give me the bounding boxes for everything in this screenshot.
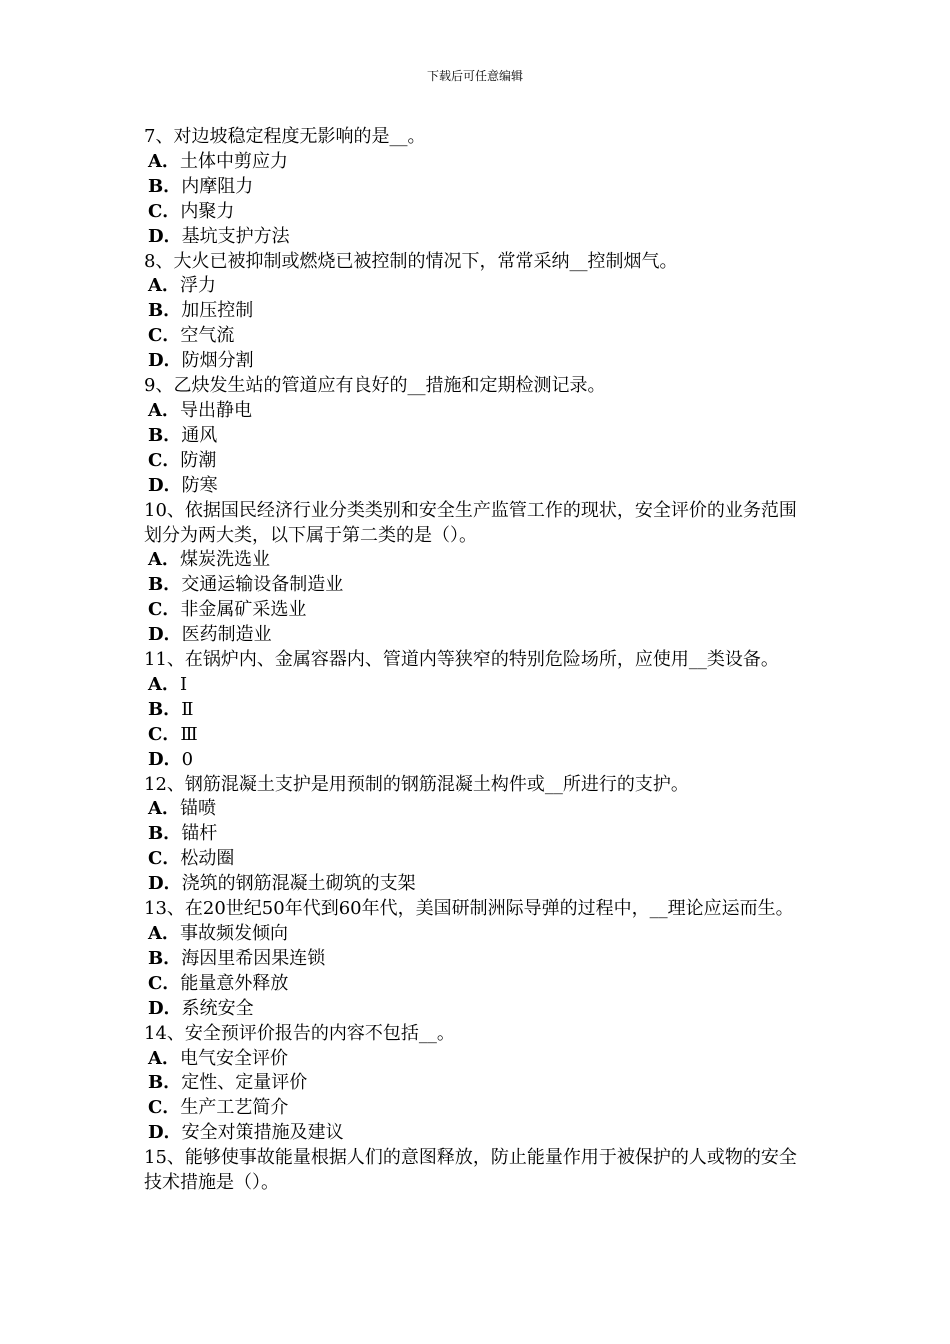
answer-option [144, 274, 812, 299]
question-stem [144, 648, 812, 673]
option-letter: D． [148, 474, 182, 496]
option-text: 空气流 [180, 325, 235, 347]
option-text: 0 [181, 748, 194, 770]
answer-option [144, 673, 812, 698]
question-text: 能够使事故能量根据人们的意图释放，防止能量作用于被保护的人或物的安全技术措施是（）。 [144, 1147, 797, 1194]
answer-option [144, 797, 812, 822]
option-text: 安全对策措施及建议 [181, 1122, 344, 1144]
option-letter: B． [148, 175, 182, 197]
answer-option [144, 324, 812, 349]
answer-option [144, 449, 812, 474]
answer-option [144, 1096, 812, 1121]
answer-option [144, 698, 812, 723]
option-letter: C． [148, 723, 181, 745]
option-text: 通风 [181, 424, 218, 446]
question-text: 乙炔发生站的管道应有良好的__措施和定期检测记录。 [173, 375, 606, 397]
question-text: 在锅炉内、金属容器内、管道内等狭窄的特别危险场所，应使用__类设备。 [184, 649, 779, 671]
answer-option [144, 349, 812, 374]
option-text: 生产工艺简介 [180, 1097, 289, 1119]
question-list [144, 125, 812, 1196]
option-letter: D． [148, 350, 182, 372]
question-stem [144, 250, 812, 275]
answer-option [144, 175, 812, 200]
question-number: 9、 [144, 375, 174, 397]
answer-option [144, 225, 812, 250]
option-text: 内聚力 [180, 200, 235, 222]
option-text: 交通运输设备制造业 [181, 574, 344, 596]
question-number: 14、 [144, 1022, 185, 1044]
option-letter: A． [148, 275, 180, 297]
option-text: 电气安全评价 [179, 1047, 288, 1069]
option-letter: B． [148, 1072, 182, 1094]
option-letter: A． [148, 150, 180, 172]
option-letter: C． [148, 200, 181, 222]
question-stem [144, 374, 812, 399]
answer-option [144, 200, 812, 225]
question-stem [144, 773, 812, 798]
option-letter: D． [148, 997, 182, 1019]
option-letter: C． [148, 1097, 181, 1119]
option-letter: D． [148, 225, 182, 247]
option-letter: C． [148, 599, 181, 621]
answer-option [144, 299, 812, 324]
option-letter: C． [148, 325, 181, 347]
option-text: 浮力 [179, 275, 216, 297]
answer-option [144, 573, 812, 598]
option-text: 事故频发倾向 [179, 923, 288, 944]
answer-option [144, 399, 812, 424]
answer-option [144, 150, 812, 175]
answer-option [144, 723, 812, 748]
option-letter: B． [148, 823, 182, 845]
answer-option [144, 548, 812, 573]
option-letter: C． [148, 848, 181, 870]
question-text: 对边坡稳定程度无影响的是__。 [173, 126, 426, 147]
question-number: 10、 [144, 499, 185, 521]
answer-option [144, 474, 812, 499]
answer-option [144, 1071, 812, 1096]
question-stem [144, 1022, 812, 1047]
option-text: Ⅲ [180, 723, 198, 745]
option-letter: B． [148, 947, 182, 969]
option-text: Ⅱ [181, 698, 194, 720]
option-text: 浇筑的钢筋混凝土砌筑的支架 [181, 873, 416, 895]
question-text: 在20世纪50年代到60年代，美国研制洲际导弹的过程中，__理论应运而生。 [184, 898, 794, 920]
answer-option [144, 872, 812, 897]
option-text: 基坑支护方法 [181, 225, 290, 247]
option-letter: A． [148, 798, 180, 820]
question-stem [144, 499, 812, 549]
option-text: 导出静电 [179, 399, 252, 421]
option-text: 加压控制 [181, 300, 254, 322]
question-number: 11、 [144, 649, 185, 671]
answer-option [144, 822, 812, 847]
option-letter: B． [148, 698, 182, 720]
answer-option [144, 1121, 812, 1146]
question-text: 钢筋混凝土支护是用预制的钢筋混凝土构件或__所进行的支护。 [184, 773, 689, 795]
option-letter: A． [148, 549, 180, 571]
option-letter: D． [148, 1122, 182, 1144]
answer-option [144, 598, 812, 623]
option-letter: B． [148, 574, 182, 596]
option-text: 医药制造业 [181, 624, 272, 646]
option-text: 海因里希因果连锁 [181, 947, 326, 969]
option-letter: B． [148, 424, 182, 446]
option-letter: B． [148, 300, 182, 322]
option-letter: D． [148, 873, 182, 895]
question-number: 8、 [144, 250, 174, 272]
option-text: 定性、定量评价 [181, 1072, 308, 1094]
question-text: 依据国民经济行业分类类别和安全生产监管工作的现状，安全评价的业务范围划分为两大类，以下属于第二类的是（）。 [144, 499, 797, 546]
answer-option [144, 997, 812, 1022]
answer-option [144, 947, 812, 972]
page-header: 下载后可任意编辑 [426, 69, 523, 83]
option-text: 松动圈 [180, 848, 235, 870]
answer-option [144, 748, 812, 773]
option-text: 防烟分割 [181, 350, 254, 372]
question-stem [144, 1146, 812, 1196]
answer-option [144, 847, 812, 872]
question-stem [144, 125, 812, 150]
option-letter: A． [148, 1047, 180, 1069]
question-number: 15、 [144, 1147, 185, 1169]
question-number: 13、 [144, 898, 185, 920]
option-letter: C． [148, 972, 181, 994]
option-letter: C． [148, 449, 181, 471]
answer-option [144, 424, 812, 449]
option-text: 能量意外释放 [180, 972, 289, 994]
option-letter: A． [148, 923, 180, 944]
option-text: Ⅰ [179, 673, 188, 695]
question-text: 安全预评价报告的内容不包括__。 [184, 1022, 455, 1044]
question-number: 12、 [144, 773, 185, 795]
option-text: 锚杆 [181, 823, 218, 845]
option-letter: D． [148, 624, 182, 646]
option-letter: A． [148, 673, 180, 695]
option-text: 锚喷 [179, 798, 216, 820]
option-letter: A． [148, 399, 180, 421]
option-letter: D． [148, 748, 182, 770]
answer-option [144, 922, 812, 947]
option-text: 防潮 [180, 449, 217, 471]
answer-option [144, 972, 812, 997]
option-text: 系统安全 [181, 997, 254, 1019]
question-stem [144, 897, 812, 922]
question-number: 7、 [144, 126, 174, 147]
option-text: 内摩阻力 [181, 175, 254, 197]
option-text: 非金属矿采选业 [180, 599, 307, 621]
question-text: 大火已被抑制或燃烧已被控制的情况下，常常采纳__控制烟气。 [173, 250, 678, 272]
option-text: 防寒 [181, 474, 218, 496]
option-text: 煤炭洗选业 [179, 549, 270, 571]
option-text: 土体中剪应力 [179, 150, 288, 172]
answer-option [144, 623, 812, 648]
answer-option [144, 1047, 812, 1072]
